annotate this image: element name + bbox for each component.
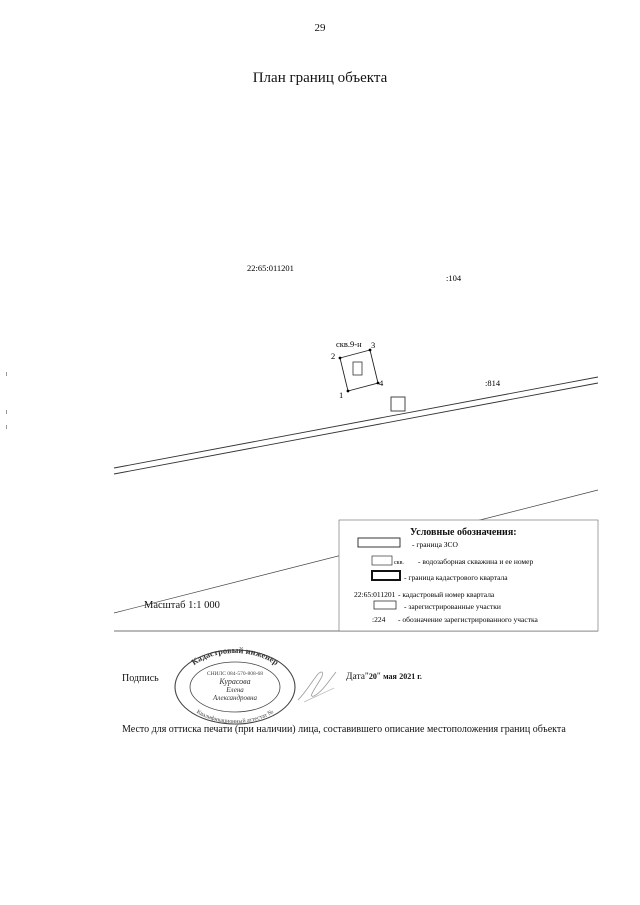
scale-label: Масштаб 1:1 000: [144, 600, 220, 611]
page-title: План границ объекта: [252, 70, 388, 86]
point-label-4: 4: [379, 378, 384, 388]
point-label-2: 2: [331, 351, 336, 361]
legend-title: Условные обозначения:: [410, 527, 517, 538]
stamp-bottom-text: Квалификационный аттестат №: [195, 709, 275, 725]
legend-well-symbol: скв.: [394, 560, 404, 566]
legend-quarter-number-symbol: 22:65:011201: [354, 590, 396, 599]
parcel-814-boundary-upper: [114, 377, 598, 468]
svg-text:Кадастровый инженер: [189, 645, 280, 667]
stamp-snils: СНИЛС 084-570-808-68: [206, 671, 264, 677]
date-mid: ": [376, 672, 384, 682]
cadastral-engineer-stamp: [170, 645, 300, 725]
legend-parcels-text: - зарегистрированные участки: [404, 602, 501, 611]
point-label-3: 3: [371, 340, 376, 350]
page-number: 29: [314, 22, 326, 34]
handwritten-signature: [292, 664, 342, 709]
date-prefix: Дата": [346, 672, 369, 682]
stamp-place-note: Место для оттиска печати (при наличии) лица, составившего описание местоположения границ объекта: [122, 724, 566, 735]
legend-zso-text: - граница ЗСО: [412, 540, 458, 549]
point-marker: [339, 357, 342, 360]
legend-quarter-number-text: - кадастровый номер квартала: [398, 590, 495, 599]
stamp-outer-text: Кадастровый инженер: [189, 645, 281, 668]
quarter-number-label: 22:65:011201: [247, 263, 294, 273]
parcel-104-label: :104: [446, 273, 462, 283]
legend-well-text: - водозаборная скважина и ее номер: [418, 557, 534, 566]
date-month: мая: [383, 672, 397, 681]
legend-parcel-id-text: - обозначение зарегистрированного участка: [398, 615, 538, 624]
stamp-patronymic: Александровна: [212, 694, 258, 702]
date-year: 2021 г.: [399, 672, 422, 681]
stamp-surname: Курасова: [219, 677, 251, 686]
zso-boundary: [340, 350, 378, 391]
well-label: скв.9-н: [336, 339, 362, 349]
date-day: 20: [368, 672, 377, 681]
svg-text:Квалификационный аттестат №: [195, 709, 275, 725]
date-field: [346, 672, 422, 682]
point-label-1: 1: [339, 390, 344, 400]
legend-quarter-text: - граница кадастрового квартала: [404, 573, 508, 582]
stamp-name: Елена: [226, 686, 244, 694]
well-structure-square: [391, 397, 405, 411]
well-symbol: [353, 362, 362, 375]
signature-label: Подпись: [122, 673, 159, 684]
legend-parcel-id-symbol: :224: [372, 615, 386, 624]
parcel-814-boundary-lower: [114, 383, 598, 474]
point-marker: [347, 390, 350, 393]
parcel-814-label: :814: [485, 378, 501, 388]
